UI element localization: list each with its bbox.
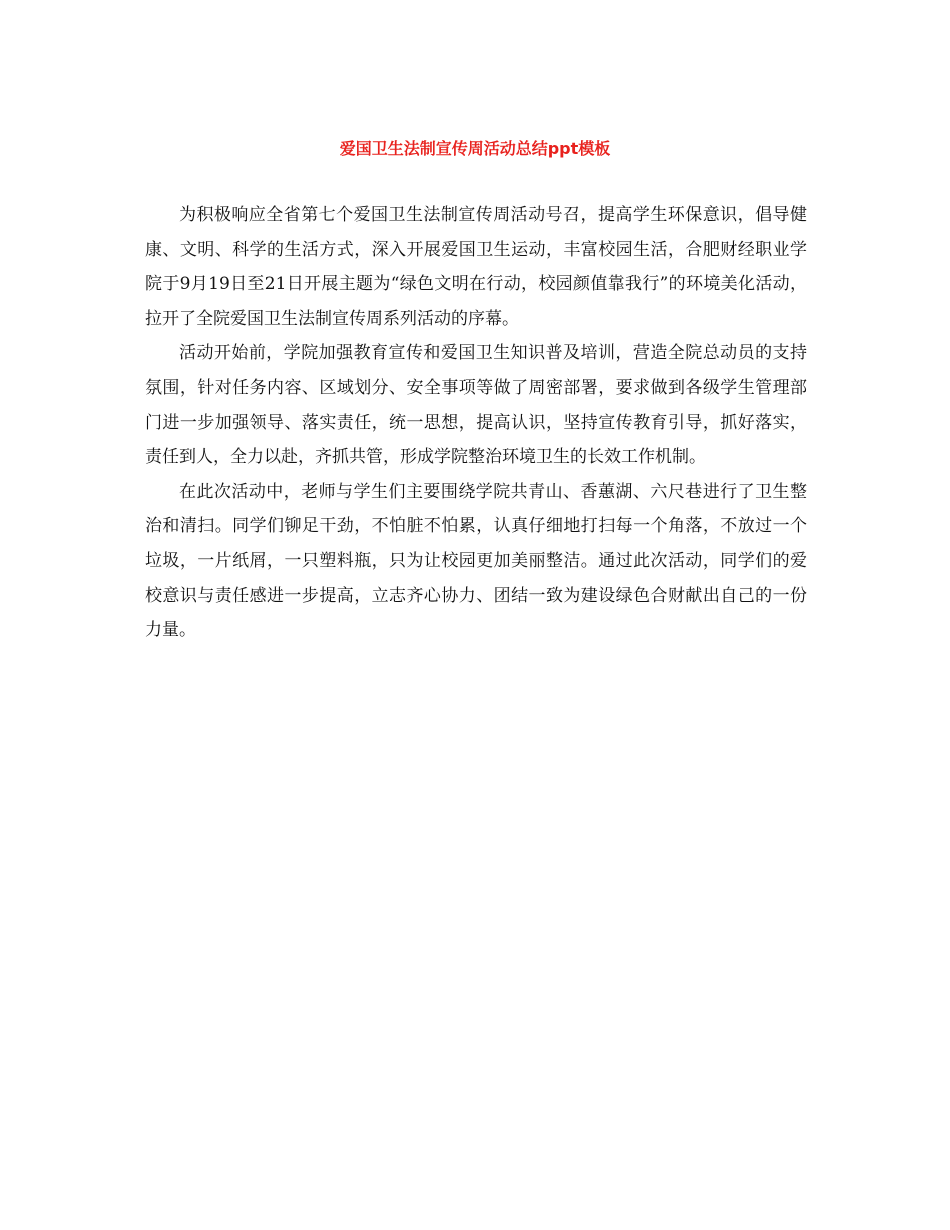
paragraph-1: 为积极响应全省第七个爱国卫生法制宣传周活动号召，提高学生环保意识，倡导健康、文明、科学的生活方式，深入开展爱国卫生运动，丰富校园生活，合肥财经职业学院于9月19日至21日开展主题为“绿色文明在行动，校园颜值靠我行”的环境美化活动，拉开了全院爱国卫生法制宣传周系列活动的序幕。 <box>145 205 807 329</box>
document-title: 爱国卫生法制宣传周活动总结ppt模板 <box>339 139 611 158</box>
paragraph-2: 活动开始前，学院加强教育宣传和爱国卫生知识普及培训，营造全院总动员的支持氛围，针对任务内容、区域划分、安全事项等做了周密部署，要求做到各级学生管理部门进一步加强领导、落实责任，统一思想，提高认识，坚持宣传教育引导，抓好落实，责任到人，全力以赴，齐抓共管，形成学院整治环境卫生的长效工作机制。 <box>145 343 807 468</box>
document-body <box>145 198 807 648</box>
paragraph-3: 在此次活动中，老师与学生们主要围绕学院共青山、香蕙湖、六尺巷进行了卫生整治和清扫。同学们铆足干劲，不怕脏不怕累，认真仔细地打扫每一个角落，不放过一个垃圾，一片纸屑，一只塑料瓶，只为让校园更加美丽整洁。通过此次活动，同学们的爱校意识与责任感进一步提高，立志齐心协力、团结一致为建设绿色合财献出自己的一份力量。 <box>145 481 807 641</box>
